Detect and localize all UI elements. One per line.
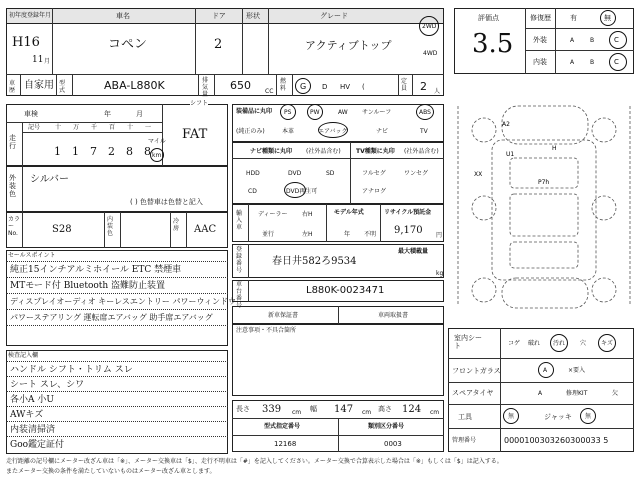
ext-c: C [614, 36, 619, 44]
odo-digit-4: 2 [108, 145, 115, 158]
recycle-label: リサイクル預託金 [384, 209, 432, 216]
class-no-label: 類別区分番号 [368, 423, 405, 430]
inspect-line-6: Goo鑑定証付 [10, 440, 65, 450]
inspect-line-3: 各小A 小U [10, 395, 54, 405]
usage: 自家用 [24, 80, 54, 91]
eq-tv: TV [420, 128, 428, 135]
vin-label: 車台番号 [236, 281, 243, 309]
mile-unit: マイル [148, 138, 166, 145]
month-unit: 月 [44, 58, 51, 65]
odo-digit-6: 8 [144, 145, 151, 158]
eq-aw: AW [338, 109, 348, 116]
tools-label: 工具 [458, 413, 472, 421]
model-label: 型式 [59, 80, 66, 94]
import-label: 輸入車 [236, 210, 243, 231]
diagram-mark-h: H [552, 145, 557, 152]
footer-line-2: またメーター交換の条件を満たしていないものはメーター改ざん車とします。 [6, 468, 216, 475]
glass-label: フロントガラス [452, 367, 501, 375]
interior-seat-label: 室内シート [454, 334, 482, 350]
grade: アクティブトップ [305, 39, 392, 52]
digit-header-juu: 十 [127, 124, 134, 131]
type-no-label: 型式指定番号 [264, 423, 301, 430]
inspection-label: 車検 [24, 110, 38, 118]
inspection-year-unit: 年 [104, 110, 111, 118]
spare-none: 欠 [612, 390, 619, 397]
km-unit: km [152, 152, 162, 159]
shape-label: 形状 [246, 12, 260, 20]
model-code: ABA-L880K [104, 79, 165, 92]
tv-analog: アナログ [362, 188, 387, 195]
seat-tear: 破れ [528, 340, 541, 347]
fuel-other: ( [362, 83, 365, 91]
repair-yes: 有 [570, 14, 577, 22]
color-note: ( ) 色替車は色替と記入 [130, 198, 203, 206]
first-reg-label: 初年度登録年月 [9, 12, 52, 19]
first-reg-month: 11 [32, 55, 44, 65]
color-no: S28 [52, 224, 72, 235]
seat-burn: コゲ [508, 340, 521, 347]
eq-abs: ABS [419, 109, 431, 116]
model-year-label: モデル年式 [334, 209, 364, 216]
score: 3.5 [472, 29, 514, 59]
eq-navi: ナビ [376, 128, 389, 135]
eq-airbag: エアバッグ [318, 128, 348, 135]
sales-line-4: パワーステアリング 運転席エアバッグ 助手席エアバッグ [10, 313, 213, 322]
repair-label: 修復歴 [530, 14, 551, 22]
odo-digit-3: 7 [90, 145, 97, 158]
digit-header-hyaku: 百 [109, 124, 116, 131]
inspect-line-2: シート スレ、シワ [10, 380, 85, 390]
ac-value: AAC [194, 224, 217, 235]
navi-sd: SD [326, 170, 335, 177]
doors-label: ドア [212, 12, 226, 20]
registration-number: 春日井582ろ9534 [272, 256, 357, 267]
score-label: 評価点 [478, 14, 499, 22]
capacity-label: 定員 [401, 78, 408, 92]
interior-color-label: 内装色 [107, 216, 114, 237]
height-unit: cm [430, 409, 440, 416]
glass-a: A [543, 367, 548, 374]
digit-header-10man: 十 [55, 124, 62, 131]
import-parallel: 並行 [262, 231, 275, 238]
navi-cd: CD [248, 188, 257, 195]
inspect-line-4: AWキズ [10, 410, 44, 420]
fuel-d: D [322, 83, 328, 91]
glass-cross: ×要入 [568, 367, 586, 374]
ac-label: 冷房 [173, 218, 180, 232]
recycle-unit: 円 [436, 232, 443, 239]
navi-dvdplay: DVD再生可 [286, 188, 318, 195]
tv-label: TV種類に丸印 [356, 148, 395, 155]
diagram-mark-u1: U1 [506, 151, 515, 158]
color-value: シルバー [30, 174, 70, 185]
footer-line-1: 走行距離の記号欄にメーター改ざん車は「※」、メーター交換車は「$」、走行不明車は「#」を記入してください。メーター交換で合算表示した場合は「※」もしくは「$」は記入する。 [6, 458, 503, 465]
jack-label: ジャッキ [544, 413, 572, 421]
color-label: 外装色 [9, 174, 16, 198]
type-no: 12168 [274, 440, 297, 448]
tools-none: 無 [508, 413, 515, 420]
registration-label: 登録番号 [236, 246, 243, 274]
vin: L880K-0023471 [306, 285, 385, 296]
jack-none: 無 [585, 413, 592, 420]
navi-dvd: DVD [288, 170, 302, 177]
capacity: 2 [420, 80, 427, 93]
digit-header-man: 万 [73, 124, 80, 131]
model-year-unit: 年 [344, 231, 351, 238]
spare-a: A [538, 390, 543, 397]
seat-hole: 穴 [580, 340, 587, 347]
repair-no: 無 [604, 14, 611, 22]
drive-2wd: 2WD [422, 23, 437, 30]
displacement: 650 [230, 79, 251, 92]
car-name-label: 車名 [116, 12, 130, 20]
navi-hdd: HDD [246, 170, 260, 177]
load-unit: kg [436, 270, 444, 277]
exterior-label: 外装 [533, 36, 547, 44]
shift-label: シフト [190, 100, 209, 107]
notes-label: 注意事項・不具合箇所 [236, 327, 297, 334]
cc-unit: CC [265, 88, 274, 95]
first-reg-year: H16 [12, 35, 40, 50]
seat-dirt: 汚れ [553, 340, 566, 347]
digit-header-ichi: 一 [145, 124, 152, 131]
equipment-label: 装備品に丸印 [236, 108, 273, 115]
tv-sub: (社外品含む) [404, 148, 439, 155]
eq-leather: 本革 [282, 128, 295, 135]
class-no: 0003 [384, 440, 402, 448]
sales-line-3: ディスプレイオーディオ キーレスエントリー パワーウィンドウ [10, 297, 236, 306]
inspect-line-1: ハンドル シフト・トリム スレ [10, 365, 133, 375]
inspect-line-5: 内装清掃済 [10, 425, 56, 435]
spare-kit: 修理KIT [566, 390, 588, 397]
notes-block [232, 324, 444, 396]
digit-header-sen: 千 [91, 124, 98, 131]
int-b: B [590, 59, 595, 66]
height-label: 高さ [378, 405, 392, 413]
eq-ps: PS [284, 109, 292, 116]
length: 339 [262, 404, 282, 415]
sales-line-2: MTモード付 Bluetooth 盗難防止装置 [10, 281, 166, 291]
capacity-unit: 人 [434, 88, 441, 95]
odo-digit-1: 1 [54, 145, 61, 158]
manage-label: 管理番号 [452, 437, 477, 444]
navi-sub: (社外品含む) [306, 148, 341, 155]
diagram-mark-xx: XX [474, 171, 483, 178]
navi-label: ナビ種類に丸印 [250, 148, 293, 155]
ext-a: A [570, 37, 575, 44]
inspect-label: 検査記入欄 [8, 352, 39, 359]
ext-b: B [590, 37, 595, 44]
tv-oneseg: ワンセグ [404, 170, 429, 177]
fuel-hv: HV [340, 83, 351, 91]
recycle-value: 9,170 [394, 225, 423, 236]
doors: 2 [214, 37, 223, 52]
car-name: コペン [108, 37, 148, 52]
sales-line-1: 純正15インチアルミホイール ETC 禁煙車 [10, 265, 182, 275]
grade-label: グレード [320, 12, 348, 20]
color-no-label: カラーNo. [8, 216, 21, 237]
width-label: 幅 [310, 405, 317, 413]
shift: FAT [182, 127, 208, 142]
import-right: 右H [302, 211, 313, 218]
odo-digit-2: 1 [72, 145, 79, 158]
model-year-unknown: 不明 [364, 231, 377, 238]
new-warranty-label: 新車保証書 [268, 312, 299, 319]
digit-header-sign: 記号 [28, 124, 41, 131]
width-unit: cm [362, 409, 372, 416]
category-label: 車歴 [9, 80, 16, 94]
interior-eval-label: 内装 [533, 58, 547, 66]
inspection-month-unit: 月 [136, 110, 143, 118]
length-label: 長さ [236, 405, 250, 413]
tv-fullseg: フルセグ [362, 170, 386, 177]
sales-label: セールスポイント [8, 252, 56, 259]
drive-4wd: 4WD [423, 50, 438, 57]
int-c: C [614, 58, 619, 66]
fuel-g: G [300, 82, 307, 91]
length-unit: cm [292, 409, 302, 416]
diagram-mark-a2: A2 [502, 121, 510, 128]
import-left: 左H [302, 231, 313, 238]
seat-scratch: キズ [601, 340, 613, 347]
import-dealer: ディーラー [258, 211, 288, 218]
odo-digit-5: 8 [126, 145, 133, 158]
equipment-sub: (純正のみ) [236, 128, 265, 135]
manage-number: 0000100303260300033 5 [504, 436, 609, 445]
eq-pw: PW [310, 109, 320, 116]
int-a: A [570, 59, 575, 66]
height: 124 [402, 404, 422, 415]
manual-label: 車両取扱書 [378, 312, 409, 319]
spare-label: スペアタイヤ [452, 389, 494, 397]
diagram-mark-p7h: P7h [538, 179, 550, 186]
width: 147 [334, 404, 354, 415]
displacement-label: 排気量 [202, 77, 209, 98]
car-damage-diagram [454, 96, 634, 320]
mileage-label: 走行 [9, 134, 16, 150]
eq-sunroof: サンルーフ [362, 109, 392, 116]
fuel-label: 燃料 [280, 78, 287, 92]
load-label: 最大積載量 [398, 248, 429, 255]
